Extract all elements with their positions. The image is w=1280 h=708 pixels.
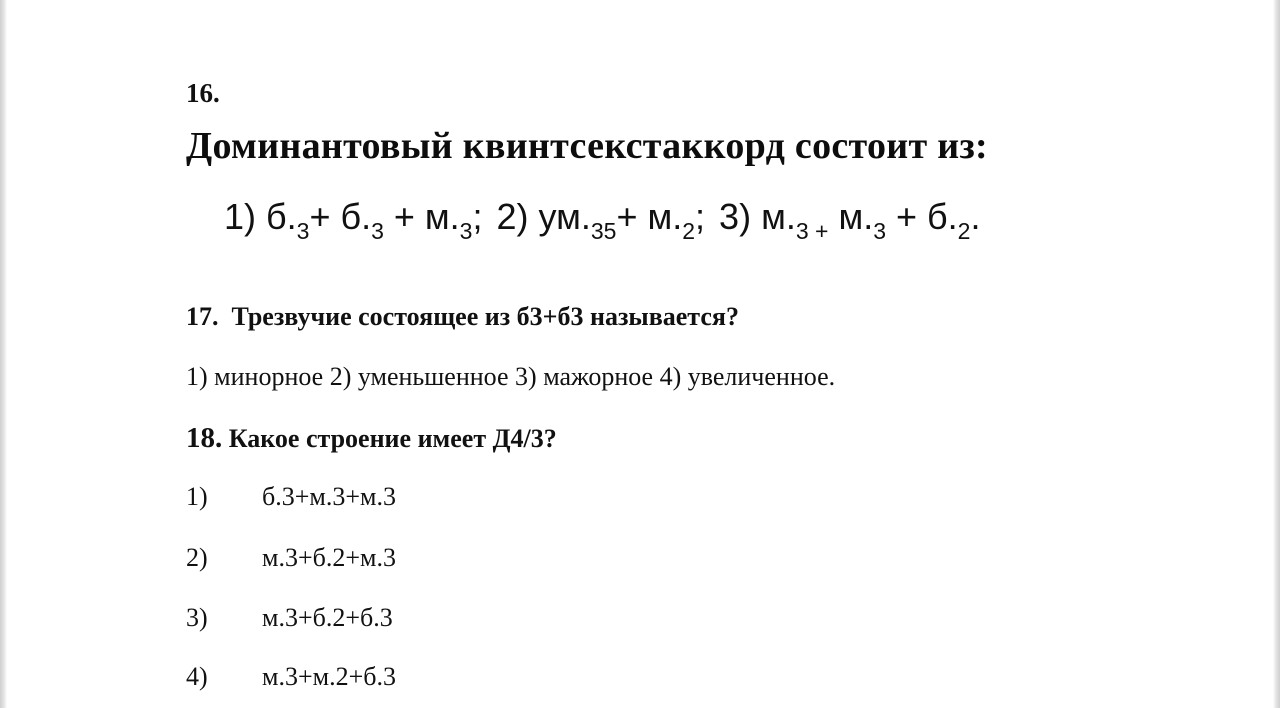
formula-term: + б. <box>309 196 372 237</box>
question-17-number: 17. <box>186 302 219 331</box>
formula-term: + б. <box>886 196 958 237</box>
formula-subscript: 3 + <box>795 218 829 244</box>
question-17 <box>186 302 739 332</box>
question-18 <box>186 422 557 455</box>
question-16-answer-2 <box>496 196 706 244</box>
option-text: м.3+м.2+б.3 <box>262 662 396 691</box>
answer-label: 2) <box>496 196 529 237</box>
question-16-answer-1 <box>224 196 483 244</box>
question-16-answer-3 <box>719 196 981 244</box>
question-16-title: Доминантовый квинтсекстаккорд состоит из: <box>186 125 988 167</box>
option-number: 3) <box>186 603 208 632</box>
question-18-option-2 <box>186 543 396 573</box>
formula-term: м. <box>751 196 796 237</box>
formula-subscript: 3 <box>873 218 887 244</box>
formula-subscript: 35 <box>590 218 617 244</box>
answer-label: 1) <box>224 196 257 237</box>
question-16-answers <box>224 196 994 245</box>
question-18-option-1 <box>186 482 396 512</box>
question-18-option-3 <box>186 603 393 633</box>
formula-term: + м. <box>383 196 460 237</box>
option-number: 1) <box>186 482 208 511</box>
formula-subscript: 2 <box>957 218 971 244</box>
question-16-number: 16. <box>186 78 220 108</box>
option-text: м.3+б.2+б.3 <box>262 603 393 632</box>
question-18-text: Какое строение имеет Д4/3? <box>228 424 557 453</box>
formula-subscript: 3 <box>296 218 310 244</box>
formula-term: ; <box>695 196 706 237</box>
formula-subscript: 3 <box>459 218 473 244</box>
question-18-option-4 <box>186 662 396 692</box>
option-number: 4) <box>186 662 208 691</box>
question-17-text: Трезвучие состоящее из б3+б3 называется? <box>231 302 739 331</box>
page-left-edge <box>0 0 7 708</box>
formula-term: м. <box>828 196 874 237</box>
formula-subscript: 2 <box>682 218 696 244</box>
option-text: б.3+м.3+м.3 <box>262 482 396 511</box>
answer-label: 3) <box>719 196 752 237</box>
question-18-number: 18. <box>186 422 223 454</box>
formula-term: ; <box>472 196 483 237</box>
formula-term: + м. <box>616 196 683 237</box>
page-right-edge <box>1273 0 1280 708</box>
option-number: 2) <box>186 543 208 572</box>
question-17-options: 1) минорное 2) уменьшенное 3) мажорное 4) увеличенное. <box>186 362 836 391</box>
document-content <box>186 0 1146 708</box>
formula-subscript: 3 <box>371 218 384 244</box>
option-text: м.3+б.2+м.3 <box>262 543 396 572</box>
formula-term: . <box>970 196 981 237</box>
formula-term: б. <box>256 196 297 237</box>
formula-term: ум. <box>528 196 591 237</box>
